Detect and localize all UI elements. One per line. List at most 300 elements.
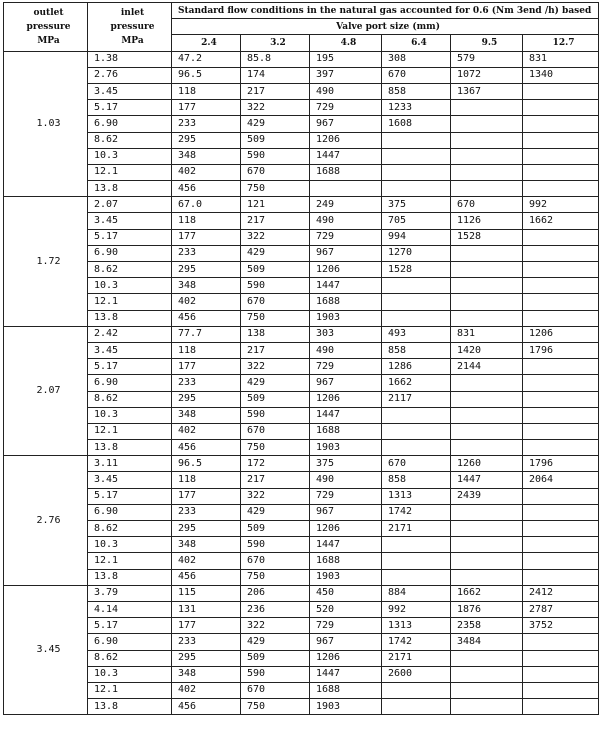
flow-value-cell: 177 (172, 229, 241, 245)
flow-value-cell: 3484 (451, 634, 523, 650)
flow-value-cell: 729 (310, 100, 382, 116)
flow-value-cell: 308 (382, 51, 451, 67)
inlet-pressure-cell: 12.1 (88, 423, 172, 439)
inlet-pressure-cell: 2.76 (88, 67, 172, 83)
flow-value-cell: 729 (310, 229, 382, 245)
inlet-pressure-cell: 3.11 (88, 456, 172, 472)
flow-value-cell: 509 (241, 650, 310, 666)
inlet-pressure-cell: 8.62 (88, 262, 172, 278)
flow-value-cell: 1447 (310, 407, 382, 423)
flow-value-cell: 670 (241, 553, 310, 569)
flow-value-cell: 322 (241, 359, 310, 375)
flow-value-cell: 670 (382, 456, 451, 472)
flow-value-cell: 233 (172, 634, 241, 650)
inlet-pressure-cell: 3.45 (88, 83, 172, 99)
flow-value-cell: 172 (241, 456, 310, 472)
flow-value-cell (523, 440, 599, 456)
flow-value-cell (451, 699, 523, 715)
inlet-pressure-cell: 8.62 (88, 521, 172, 537)
flow-value-cell: 509 (241, 521, 310, 537)
table-row (4, 294, 599, 310)
flow-value-cell: 750 (241, 310, 310, 326)
flow-value-cell: 729 (310, 618, 382, 634)
flow-value-cell: 375 (310, 456, 382, 472)
inlet-pressure-cell: 3.79 (88, 585, 172, 601)
flow-value-cell (451, 100, 523, 116)
flow-value-cell: 118 (172, 472, 241, 488)
flow-value-cell: 1313 (382, 618, 451, 634)
flow-value-cell: 233 (172, 245, 241, 261)
flow-value-cell: 303 (310, 326, 382, 342)
flow-value-cell: 322 (241, 618, 310, 634)
flow-value-cell (382, 132, 451, 148)
inlet-pressure-cell: 5.17 (88, 488, 172, 504)
flow-value-cell (451, 504, 523, 520)
flow-value-cell (451, 132, 523, 148)
table-row (4, 359, 599, 375)
flow-table (3, 2, 599, 715)
flow-value-cell: 729 (310, 359, 382, 375)
flow-value-cell: 670 (382, 67, 451, 83)
flow-value-cell: 1206 (310, 132, 382, 148)
flow-value-cell: 118 (172, 213, 241, 229)
flow-value-cell (382, 294, 451, 310)
table-row (4, 375, 599, 391)
flow-value-cell: 1688 (310, 682, 382, 698)
flow-value-cell: 1447 (310, 537, 382, 553)
flow-value-cell: 348 (172, 537, 241, 553)
inlet-pressure-cell: 10.3 (88, 278, 172, 294)
flow-value-cell: 831 (523, 51, 599, 67)
flow-value-cell (523, 569, 599, 585)
flow-value-cell: 1447 (310, 278, 382, 294)
size-header: 9.5 (451, 35, 523, 51)
flow-value-cell: 375 (382, 197, 451, 213)
table-row (4, 553, 599, 569)
flow-value-cell: 2412 (523, 585, 599, 601)
flow-value-cell: 670 (241, 294, 310, 310)
flow-value-cell (523, 116, 599, 132)
flow-value-cell: 397 (310, 67, 382, 83)
flow-value-cell: 520 (310, 601, 382, 617)
table-row (4, 83, 599, 99)
inlet-pressure-cell: 12.1 (88, 294, 172, 310)
flow-value-cell: 3752 (523, 618, 599, 634)
flow-value-cell: 1688 (310, 164, 382, 180)
inlet-pressure-cell: 13.8 (88, 569, 172, 585)
flow-value-cell: 750 (241, 440, 310, 456)
inlet-pressure-cell: 5.17 (88, 229, 172, 245)
flow-value-cell: 195 (310, 51, 382, 67)
flow-value-cell: 579 (451, 51, 523, 67)
flow-value-cell (523, 278, 599, 294)
flow-value-cell: 670 (241, 682, 310, 698)
inlet-pressure-cell: 8.62 (88, 391, 172, 407)
flow-value-cell: 858 (382, 83, 451, 99)
inlet-pressure-cell: 13.8 (88, 181, 172, 197)
flow-value-cell (523, 132, 599, 148)
flow-value-cell (382, 440, 451, 456)
flow-value-cell (382, 310, 451, 326)
flow-value-cell: 233 (172, 375, 241, 391)
flow-value-cell (523, 682, 599, 698)
flow-value-cell: 456 (172, 310, 241, 326)
flow-value-cell: 233 (172, 116, 241, 132)
flow-value-cell: 2171 (382, 521, 451, 537)
inlet-pressure-cell: 2.07 (88, 197, 172, 213)
flow-value-cell: 233 (172, 504, 241, 520)
flow-value-cell: 750 (241, 699, 310, 715)
flow-value-cell: 322 (241, 100, 310, 116)
table-row (4, 132, 599, 148)
flow-value-cell: 490 (310, 213, 382, 229)
size-header: 12.7 (523, 35, 599, 51)
flow-value-cell (523, 650, 599, 666)
inlet-pressure-cell: 4.14 (88, 601, 172, 617)
flow-value-cell: 177 (172, 100, 241, 116)
flow-value-cell: 1742 (382, 504, 451, 520)
table-row (4, 488, 599, 504)
flow-value-cell: 67.0 (172, 197, 241, 213)
table-row (4, 618, 599, 634)
flow-value-cell: 2600 (382, 666, 451, 682)
flow-value-cell (451, 682, 523, 698)
table-row (4, 213, 599, 229)
inlet-pressure-cell: 3.45 (88, 472, 172, 488)
flow-value-cell (382, 699, 451, 715)
flow-value-cell: 429 (241, 504, 310, 520)
table-row (4, 262, 599, 278)
flow-value-cell: 493 (382, 326, 451, 342)
flow-value-cell: 490 (310, 83, 382, 99)
flow-value-cell (382, 537, 451, 553)
flow-value-cell (451, 262, 523, 278)
flow-value-cell: 322 (241, 488, 310, 504)
table-row (4, 569, 599, 585)
table-row (4, 601, 599, 617)
flow-value-cell: 402 (172, 164, 241, 180)
flow-value-cell: 177 (172, 618, 241, 634)
flow-value-cell: 115 (172, 585, 241, 601)
flow-value-cell: 1903 (310, 310, 382, 326)
flow-value-cell: 1260 (451, 456, 523, 472)
flow-value-cell: 236 (241, 601, 310, 617)
inlet-pressure-header: inlet pressure MPa (88, 3, 172, 52)
flow-value-cell (451, 537, 523, 553)
flow-value-cell: 884 (382, 585, 451, 601)
flow-value-cell: 1286 (382, 359, 451, 375)
flow-value-cell: 217 (241, 83, 310, 99)
table-row (4, 342, 599, 358)
flow-value-cell: 295 (172, 262, 241, 278)
flow-value-cell (523, 375, 599, 391)
size-header: 6.4 (382, 35, 451, 51)
standard-flow-header: Standard flow conditions in the natural gas accounted for 0.6 (Nm 3end /h) based (172, 3, 599, 19)
flow-value-cell (451, 116, 523, 132)
table-row (4, 229, 599, 245)
flow-value-cell (523, 294, 599, 310)
flow-value-cell (382, 148, 451, 164)
table-row (4, 407, 599, 423)
flow-value-cell: 670 (241, 164, 310, 180)
flow-value-cell: 138 (241, 326, 310, 342)
flow-value-cell: 85.8 (241, 51, 310, 67)
flow-value-cell: 1420 (451, 342, 523, 358)
flow-value-cell: 858 (382, 472, 451, 488)
table-body (4, 51, 599, 715)
flow-value-cell: 1688 (310, 294, 382, 310)
flow-value-cell (451, 181, 523, 197)
flow-value-cell: 1206 (310, 521, 382, 537)
flow-value-cell: 1662 (382, 375, 451, 391)
flow-value-cell: 1447 (310, 148, 382, 164)
flow-value-cell: 1270 (382, 245, 451, 261)
flow-value-cell (451, 148, 523, 164)
flow-value-cell (523, 148, 599, 164)
flow-value-cell (523, 83, 599, 99)
flow-value-cell: 402 (172, 294, 241, 310)
flow-value-cell: 1742 (382, 634, 451, 650)
inlet-pressure-cell: 5.17 (88, 618, 172, 634)
flow-value-cell (523, 407, 599, 423)
table-row (4, 326, 599, 342)
flow-value-cell (523, 359, 599, 375)
table-row (4, 116, 599, 132)
flow-value-cell: 1528 (382, 262, 451, 278)
inlet-pressure-cell: 5.17 (88, 359, 172, 375)
flow-value-cell: 967 (310, 375, 382, 391)
flow-value-cell: 590 (241, 407, 310, 423)
flow-value-cell: 1313 (382, 488, 451, 504)
table-row (4, 51, 599, 67)
flow-value-cell: 402 (172, 553, 241, 569)
table-row (4, 278, 599, 294)
flow-value-cell: 456 (172, 569, 241, 585)
outlet-pressure-header: outlet pressure MPa (4, 3, 88, 52)
flow-value-cell: 1072 (451, 67, 523, 83)
table-row (4, 67, 599, 83)
flow-value-cell: 1126 (451, 213, 523, 229)
flow-value-cell (451, 423, 523, 439)
flow-value-cell (451, 164, 523, 180)
flow-value-cell: 590 (241, 666, 310, 682)
flow-value-cell: 348 (172, 407, 241, 423)
flow-value-cell: 402 (172, 423, 241, 439)
inlet-pressure-cell: 12.1 (88, 164, 172, 180)
flow-value-cell: 1367 (451, 83, 523, 99)
flow-value-cell: 858 (382, 342, 451, 358)
outlet-pressure-cell: 1.72 (4, 197, 88, 327)
flow-value-cell (523, 423, 599, 439)
flow-value-cell: 1447 (451, 472, 523, 488)
table-row (4, 666, 599, 682)
flow-value-cell: 2358 (451, 618, 523, 634)
flow-value-cell: 509 (241, 391, 310, 407)
flow-value-cell: 1340 (523, 67, 599, 83)
flow-value-cell: 1206 (310, 650, 382, 666)
flow-value-cell (523, 521, 599, 537)
flow-value-cell (523, 504, 599, 520)
flow-value-cell: 295 (172, 650, 241, 666)
flow-value-cell (523, 100, 599, 116)
flow-value-cell: 322 (241, 229, 310, 245)
table-row (4, 148, 599, 164)
flow-value-cell (451, 375, 523, 391)
inlet-pressure-cell: 1.38 (88, 51, 172, 67)
flow-value-cell (451, 666, 523, 682)
flow-value-cell: 994 (382, 229, 451, 245)
flow-value-cell: 729 (310, 488, 382, 504)
inlet-pressure-cell: 10.3 (88, 148, 172, 164)
flow-value-cell: 456 (172, 181, 241, 197)
flow-value-cell: 590 (241, 148, 310, 164)
flow-value-cell (523, 537, 599, 553)
table-header (4, 3, 599, 52)
table-row (4, 682, 599, 698)
flow-value-cell: 429 (241, 116, 310, 132)
flow-value-cell: 174 (241, 67, 310, 83)
table-row (4, 164, 599, 180)
table-row (4, 634, 599, 650)
flow-value-cell: 831 (451, 326, 523, 342)
table-row (4, 456, 599, 472)
flow-value-cell (523, 666, 599, 682)
flow-value-cell: 1662 (451, 585, 523, 601)
inlet-pressure-cell: 10.3 (88, 407, 172, 423)
flow-value-cell: 217 (241, 342, 310, 358)
flow-value-cell: 1206 (523, 326, 599, 342)
flow-value-cell: 450 (310, 585, 382, 601)
flow-value-cell: 670 (241, 423, 310, 439)
flow-value-cell: 750 (241, 569, 310, 585)
flow-value-cell (523, 634, 599, 650)
flow-value-cell: 96.5 (172, 67, 241, 83)
flow-value-cell (523, 262, 599, 278)
flow-value-cell: 429 (241, 375, 310, 391)
inlet-pressure-cell: 13.8 (88, 699, 172, 715)
flow-value-cell: 47.2 (172, 51, 241, 67)
inlet-pressure-cell: 13.8 (88, 310, 172, 326)
flow-value-cell: 1876 (451, 601, 523, 617)
table-row (4, 310, 599, 326)
table-row (4, 181, 599, 197)
flow-value-cell (382, 407, 451, 423)
table-row (4, 100, 599, 116)
flow-value-cell (451, 521, 523, 537)
flow-value-cell (310, 181, 382, 197)
flow-value-cell (523, 488, 599, 504)
inlet-pressure-cell: 6.90 (88, 504, 172, 520)
flow-value-cell: 2144 (451, 359, 523, 375)
flow-value-cell: 1662 (523, 213, 599, 229)
flow-value-cell: 967 (310, 634, 382, 650)
flow-value-cell: 249 (310, 197, 382, 213)
flow-value-cell: 295 (172, 132, 241, 148)
flow-value-cell: 217 (241, 213, 310, 229)
flow-value-cell (382, 423, 451, 439)
flow-value-cell: 1796 (523, 342, 599, 358)
flow-value-cell: 1206 (310, 391, 382, 407)
inlet-pressure-cell: 8.62 (88, 650, 172, 666)
flow-value-cell: 348 (172, 666, 241, 682)
flow-value-cell: 1233 (382, 100, 451, 116)
flow-value-cell: 1447 (310, 666, 382, 682)
flow-value-cell: 2787 (523, 601, 599, 617)
flow-value-cell: 967 (310, 245, 382, 261)
flow-value-cell (451, 294, 523, 310)
flow-value-cell: 295 (172, 391, 241, 407)
size-header: 2.4 (172, 35, 241, 51)
flow-value-cell: 967 (310, 116, 382, 132)
flow-value-cell (382, 164, 451, 180)
flow-value-cell: 456 (172, 440, 241, 456)
inlet-pressure-cell: 12.1 (88, 553, 172, 569)
flow-value-cell: 750 (241, 181, 310, 197)
flow-value-cell: 1688 (310, 423, 382, 439)
table-row (4, 440, 599, 456)
inlet-pressure-cell: 6.90 (88, 634, 172, 650)
flow-value-cell (451, 245, 523, 261)
flow-value-cell: 509 (241, 262, 310, 278)
inlet-pressure-cell: 3.45 (88, 342, 172, 358)
flow-value-cell: 705 (382, 213, 451, 229)
flow-value-cell: 429 (241, 634, 310, 650)
inlet-pressure-cell: 10.3 (88, 666, 172, 682)
flow-value-cell: 2064 (523, 472, 599, 488)
table-row (4, 521, 599, 537)
flow-value-cell: 590 (241, 278, 310, 294)
flow-value-cell: 992 (382, 601, 451, 617)
table-row (4, 699, 599, 715)
flow-value-cell (451, 650, 523, 666)
inlet-pressure-cell: 10.3 (88, 537, 172, 553)
flow-value-cell: 1903 (310, 440, 382, 456)
flow-value-cell: 1903 (310, 699, 382, 715)
inlet-pressure-cell: 8.62 (88, 132, 172, 148)
flow-value-cell: 217 (241, 472, 310, 488)
flow-value-cell (523, 164, 599, 180)
flow-value-cell (451, 278, 523, 294)
flow-value-cell: 177 (172, 359, 241, 375)
flow-value-cell: 177 (172, 488, 241, 504)
inlet-pressure-cell: 6.90 (88, 116, 172, 132)
flow-value-cell: 490 (310, 342, 382, 358)
flow-value-cell (451, 440, 523, 456)
valve-port-size-header: Valve port size (mm) (172, 19, 599, 35)
flow-value-cell (451, 391, 523, 407)
size-header: 4.8 (310, 35, 382, 51)
outlet-pressure-cell: 2.76 (4, 456, 88, 586)
flow-value-cell (382, 682, 451, 698)
flow-value-cell: 348 (172, 148, 241, 164)
size-header: 3.2 (241, 35, 310, 51)
flow-value-cell: 992 (523, 197, 599, 213)
table-row (4, 245, 599, 261)
flow-value-cell: 348 (172, 278, 241, 294)
flow-value-cell (451, 407, 523, 423)
flow-value-cell: 1688 (310, 553, 382, 569)
inlet-pressure-cell: 5.17 (88, 100, 172, 116)
flow-value-cell: 967 (310, 504, 382, 520)
inlet-pressure-cell: 6.90 (88, 375, 172, 391)
flow-value-cell (523, 699, 599, 715)
flow-value-cell: 118 (172, 342, 241, 358)
flow-value-cell (382, 181, 451, 197)
outlet-pressure-cell: 3.45 (4, 585, 88, 715)
flow-value-cell (382, 569, 451, 585)
flow-value-cell: 590 (241, 537, 310, 553)
flow-value-cell: 96.5 (172, 456, 241, 472)
